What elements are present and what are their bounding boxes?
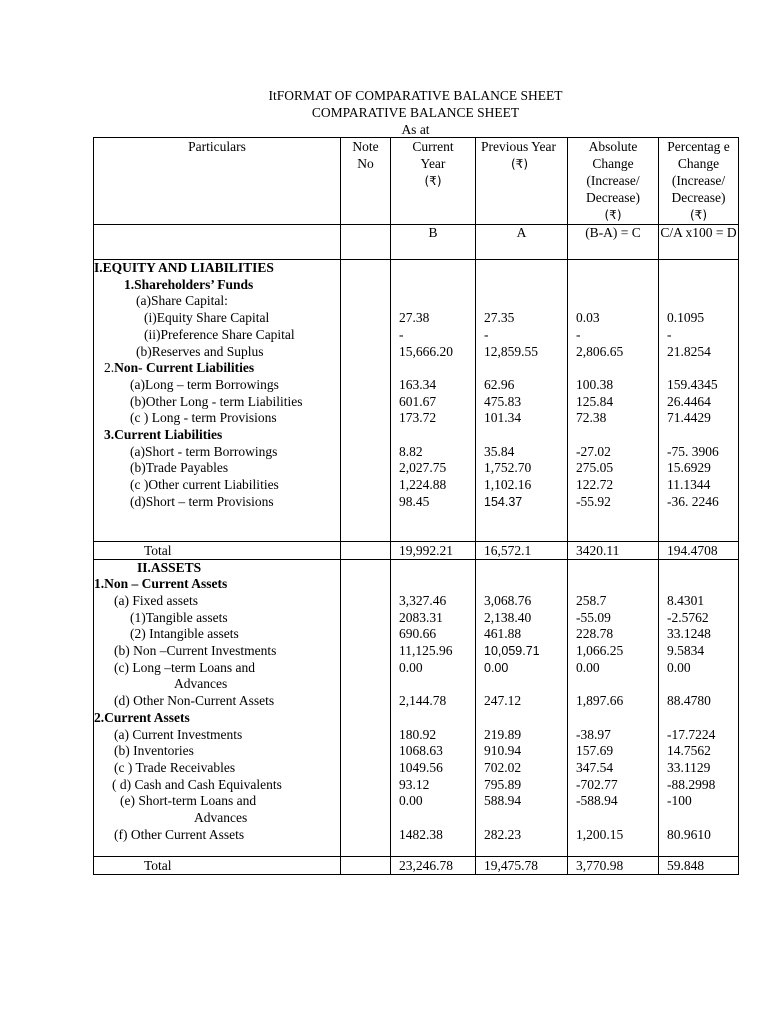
table-row-continuation: [94, 676, 739, 693]
table-cell: [476, 810, 568, 827]
table-cell: 122.72: [568, 477, 659, 494]
table-cell: 601.67: [391, 394, 476, 411]
table-cell: 1,200.15: [568, 827, 659, 844]
table-cell: (a) Fixed assets: [94, 593, 341, 610]
table-cell: (b)Reserves and Suplus: [94, 344, 341, 361]
table-cell: [476, 676, 568, 693]
table-cell: 702.02: [476, 760, 568, 777]
table-cell: 1.Non – Current Assets: [94, 576, 341, 593]
table-cell: [659, 427, 739, 444]
table-cell: 19,475.78: [476, 856, 568, 874]
table-cell: [341, 856, 391, 874]
table-cell: II.ASSETS: [94, 559, 341, 576]
table-cell: [659, 360, 739, 377]
table-cell: [341, 360, 391, 377]
table-cell: [341, 460, 391, 477]
table-cell: 62.96: [476, 377, 568, 394]
table-cell: [341, 511, 391, 542]
table-cell: [476, 844, 568, 857]
table-cell: [341, 760, 391, 777]
table-row: [94, 743, 739, 760]
table-cell: [341, 626, 391, 643]
as-at-line: As at: [401, 122, 430, 137]
table-cell: 11,125.96: [391, 643, 476, 660]
table-cell: 2083.31: [391, 610, 476, 627]
table-cell: 475.83: [476, 394, 568, 411]
table-cell: [391, 511, 476, 542]
table-cell: [94, 844, 341, 857]
table-cell: [568, 511, 659, 542]
table-cell: I.EQUITY AND LIABILITIES: [94, 260, 341, 277]
table-cell: -27.02: [568, 444, 659, 461]
header-previous-year: Previous Year (₹): [476, 138, 568, 225]
document-subtitle: COMPARATIVE BALANCE SHEET: [311, 105, 520, 120]
table-cell: [659, 260, 739, 277]
subsection-heading: [94, 277, 739, 294]
table-cell: (e) Short-term Loans and: [94, 793, 341, 810]
table-cell: [341, 576, 391, 593]
table-cell: 125.84: [568, 394, 659, 411]
table-cell: 219.89: [476, 727, 568, 744]
header-percentage-change: Percentag e Change (Increase/ Decrease) (₹): [659, 138, 739, 225]
table-cell: [391, 576, 476, 593]
table-cell: 72.38: [568, 410, 659, 427]
table-cell: (a)Share Capital:: [94, 293, 341, 310]
table-cell: [659, 576, 739, 593]
table-cell: -75. 3906: [659, 444, 739, 461]
table-row: [94, 394, 739, 411]
table-cell: [568, 260, 659, 277]
table-cell: 690.66: [391, 626, 476, 643]
table-row: [94, 494, 739, 511]
table-cell: 3,327.46: [391, 593, 476, 610]
header-absolute-change: Absolute Change (Increase/ Decrease) (₹): [568, 138, 659, 225]
header-note-no: Note No: [341, 138, 391, 225]
table-cell: 159.4345: [659, 377, 739, 394]
table-cell: [341, 477, 391, 494]
table-cell: (c )Other current Liabilities: [94, 477, 341, 494]
table-cell: 59.848: [659, 856, 739, 874]
table-cell: 27.38: [391, 310, 476, 327]
table-row: [94, 327, 739, 344]
table-cell: 228.78: [568, 626, 659, 643]
table-cell: (d)Short – term Provisions: [94, 494, 341, 511]
table-cell: -38.97: [568, 727, 659, 744]
table-cell: [341, 394, 391, 411]
table-cell: 1,897.66: [568, 693, 659, 710]
table-cell: [341, 344, 391, 361]
table-cell: 3,770.98: [568, 856, 659, 874]
table-cell: 154.37: [476, 494, 568, 511]
table-cell: (c ) Long - term Provisions: [94, 410, 341, 427]
table-cell: 795.89: [476, 777, 568, 794]
table-cell: 2,806.65: [568, 344, 659, 361]
table-cell: 8.4301: [659, 593, 739, 610]
table-cell: 0.00: [476, 660, 568, 677]
table-cell: (ii)Preference Share Capital: [94, 327, 341, 344]
table-cell: [341, 377, 391, 394]
table-cell: [659, 277, 739, 294]
table-cell: 173.72: [391, 410, 476, 427]
table-cell: -: [659, 327, 739, 344]
table-cell: [476, 559, 568, 576]
table-row: [94, 777, 739, 794]
table-cell: Total: [94, 856, 341, 874]
table-cell: [476, 360, 568, 377]
table-cell: [341, 827, 391, 844]
table-cell: (a)Short - term Borrowings: [94, 444, 341, 461]
table-cell: [341, 793, 391, 810]
table-row: [94, 693, 739, 710]
table-cell: [659, 511, 739, 542]
table-cell: [341, 427, 391, 444]
col-d-label: C/A x100 = D: [659, 225, 739, 260]
table-cell: [568, 576, 659, 593]
table-cell: 80.9610: [659, 827, 739, 844]
table-row: [94, 610, 739, 627]
table-cell: [391, 293, 476, 310]
document-title: ItFORMAT OF COMPARATIVE BALANCE SHEET: [268, 88, 563, 103]
section-heading: [94, 559, 739, 576]
table-cell: 282.23: [476, 827, 568, 844]
table-cell: [341, 225, 391, 260]
table-cell: [391, 260, 476, 277]
table-cell: 275.05: [568, 460, 659, 477]
table-cell: 88.4780: [659, 693, 739, 710]
table-cell: [568, 810, 659, 827]
table-cell: [341, 743, 391, 760]
table-cell: 2.Current Assets: [94, 710, 341, 727]
table-cell: 1,752.70: [476, 460, 568, 477]
table-row: [94, 477, 739, 494]
table-cell: 2,138.40: [476, 610, 568, 627]
total-row: [94, 856, 739, 874]
formula-row: [94, 225, 739, 260]
table-cell: [659, 676, 739, 693]
table-cell: 21.8254: [659, 344, 739, 361]
table-cell: 1,224.88: [391, 477, 476, 494]
table-cell: [341, 260, 391, 277]
section-heading: [94, 260, 739, 277]
table-cell: 33.1248: [659, 626, 739, 643]
table-cell: 910.94: [476, 743, 568, 760]
table-cell: 180.92: [391, 727, 476, 744]
table-cell: 14.7562: [659, 743, 739, 760]
table-cell: 101.34: [476, 410, 568, 427]
table-cell: [341, 693, 391, 710]
table-cell: [391, 277, 476, 294]
table-cell: 8.82: [391, 444, 476, 461]
table-cell: [391, 710, 476, 727]
table-cell: [476, 576, 568, 593]
table-cell: [476, 260, 568, 277]
table-cell: 0.00: [659, 660, 739, 677]
table-cell: [341, 810, 391, 827]
table-cell: [659, 810, 739, 827]
table-cell: -100: [659, 793, 739, 810]
table-cell: [341, 710, 391, 727]
table-cell: [391, 844, 476, 857]
table-cell: 1,066.25: [568, 643, 659, 660]
table-cell: (b)Trade Payables: [94, 460, 341, 477]
table-cell: [568, 360, 659, 377]
table-cell: (b)Other Long - term Liabilities: [94, 394, 341, 411]
table-cell: 347.54: [568, 760, 659, 777]
table-cell: 157.69: [568, 743, 659, 760]
header-current-year: Current Year (₹): [391, 138, 476, 225]
header-row: [94, 138, 739, 225]
table-cell: (d) Other Non-Current Assets: [94, 693, 341, 710]
list-item: [94, 293, 739, 310]
table-cell: [568, 277, 659, 294]
table-cell: 588.94: [476, 793, 568, 810]
table-cell: [341, 444, 391, 461]
table-cell: 9.5834: [659, 643, 739, 660]
table-row: [94, 460, 739, 477]
header-particulars: Particulars: [94, 138, 341, 225]
table-cell: [341, 844, 391, 857]
table-cell: 3.Current Liabilities: [94, 427, 341, 444]
table-cell: -55.92: [568, 494, 659, 511]
table-cell: 10,059.71: [476, 643, 568, 660]
table-cell: (c ) Trade Receivables: [94, 760, 341, 777]
table-cell: (2) Intangible assets: [94, 626, 341, 643]
balance-sheet-table: [93, 137, 739, 875]
table-cell: (1)Tangible assets: [94, 610, 341, 627]
table-cell: [341, 293, 391, 310]
table-cell: [476, 710, 568, 727]
table-cell: [94, 511, 341, 542]
table-cell: [568, 427, 659, 444]
table-cell: -: [476, 327, 568, 344]
table-cell: 163.34: [391, 377, 476, 394]
table-cell: [476, 293, 568, 310]
table-cell: [341, 593, 391, 610]
table-cell: [341, 777, 391, 794]
table-cell: (i)Equity Share Capital: [94, 310, 341, 327]
table-cell: [341, 676, 391, 693]
table-cell: 11.1344: [659, 477, 739, 494]
subsection-heading: [94, 360, 739, 377]
table-cell: [391, 559, 476, 576]
table-cell: [476, 427, 568, 444]
table-row: [94, 444, 739, 461]
table-cell: (a)Long – term Borrowings: [94, 377, 341, 394]
table-cell: -36. 2246: [659, 494, 739, 511]
total-row: [94, 541, 739, 559]
table-cell: -17.7224: [659, 727, 739, 744]
table-row: [94, 827, 739, 844]
table-cell: 27.35: [476, 310, 568, 327]
table-cell: 0.1095: [659, 310, 739, 327]
table-row: [94, 310, 739, 327]
table-row: [94, 377, 739, 394]
subsection-heading: [94, 427, 739, 444]
table-cell: [341, 494, 391, 511]
table-cell: 23,246.78: [391, 856, 476, 874]
table-cell: (b) Non –Current Investments: [94, 643, 341, 660]
table-cell: 3,068.76: [476, 593, 568, 610]
table-cell: [568, 710, 659, 727]
table-cell: 194.4708: [659, 541, 739, 559]
table-row: [94, 660, 739, 677]
table-cell: -55.09: [568, 610, 659, 627]
table-cell: [391, 676, 476, 693]
table-row: [94, 626, 739, 643]
table-cell: 71.4429: [659, 410, 739, 427]
table-cell: [476, 277, 568, 294]
table-cell: 1,102.16: [476, 477, 568, 494]
table-cell: -702.77: [568, 777, 659, 794]
table-cell: 98.45: [391, 494, 476, 511]
table-cell: -: [568, 327, 659, 344]
table-cell: [341, 559, 391, 576]
table-cell: [341, 643, 391, 660]
col-a-label: A: [476, 225, 568, 260]
table-cell: 0.00: [391, 660, 476, 677]
table-cell: (b) Inventories: [94, 743, 341, 760]
table-cell: [341, 727, 391, 744]
table-cell: 3420.11: [568, 541, 659, 559]
subsection-heading: [94, 576, 739, 593]
table-cell: 19,992.21: [391, 541, 476, 559]
table-cell: [341, 277, 391, 294]
table-cell: [476, 511, 568, 542]
table-cell: 93.12: [391, 777, 476, 794]
table-cell: -88.2998: [659, 777, 739, 794]
table-cell: [568, 293, 659, 310]
table-cell: [659, 844, 739, 857]
table-cell: 1482.38: [391, 827, 476, 844]
table-cell: 461.88: [476, 626, 568, 643]
title-block: [93, 87, 738, 138]
col-c-label: (B-A) = C: [568, 225, 659, 260]
table-cell: (a) Current Investments: [94, 727, 341, 744]
table-cell: [391, 427, 476, 444]
table-cell: 2,144.78: [391, 693, 476, 710]
table-cell: 1.Shareholders’ Funds: [94, 277, 341, 294]
table-row: [94, 727, 739, 744]
table-cell: [568, 559, 659, 576]
table-cell: 2.Non- Current Liabilities: [94, 360, 341, 377]
table-cell: 100.38: [568, 377, 659, 394]
table-cell: 0.00: [391, 793, 476, 810]
table-cell: 1049.56: [391, 760, 476, 777]
table-cell: 247.12: [476, 693, 568, 710]
table-cell: 258.7: [568, 593, 659, 610]
table-cell: [659, 559, 739, 576]
table-cell: (c) Long –term Loans and: [94, 660, 341, 677]
table-cell: Advances: [94, 676, 341, 693]
table-cell: [341, 660, 391, 677]
table-cell: [341, 310, 391, 327]
table-cell: Total: [94, 541, 341, 559]
subsection-heading: [94, 710, 739, 727]
table-cell: 33.1129: [659, 760, 739, 777]
table-cell: ( d) Cash and Cash Equivalents: [94, 777, 341, 794]
table-cell: -2.5762: [659, 610, 739, 627]
table-cell: [341, 541, 391, 559]
table-cell: 12,859.55: [476, 344, 568, 361]
table-row: [94, 793, 739, 810]
table-cell: (f) Other Current Assets: [94, 827, 341, 844]
table-cell: [568, 844, 659, 857]
table-cell: 15,666.20: [391, 344, 476, 361]
table-row: [94, 410, 739, 427]
table-cell: 0.00: [568, 660, 659, 677]
table-cell: [391, 810, 476, 827]
table-cell: 26.4464: [659, 394, 739, 411]
table-cell: 0.03: [568, 310, 659, 327]
table-row: [94, 593, 739, 610]
table-row: [94, 344, 739, 361]
table-cell: [341, 610, 391, 627]
table-cell: [341, 410, 391, 427]
table-cell: 35.84: [476, 444, 568, 461]
table-cell: Advances: [94, 810, 341, 827]
table-row-continuation: [94, 810, 739, 827]
table-cell: [659, 710, 739, 727]
table-cell: 15.6929: [659, 460, 739, 477]
table-row: [94, 643, 739, 660]
table-cell: [341, 327, 391, 344]
table-row: [94, 760, 739, 777]
table-cell: [568, 676, 659, 693]
table-cell: -588.94: [568, 793, 659, 810]
table-cell: 16,572.1: [476, 541, 568, 559]
table-cell: [659, 293, 739, 310]
table-cell: 1068.63: [391, 743, 476, 760]
col-b-label: B: [391, 225, 476, 260]
table-cell: 2,027.75: [391, 460, 476, 477]
table-cell: [391, 360, 476, 377]
table-cell: [94, 225, 341, 260]
table-cell: -: [391, 327, 476, 344]
